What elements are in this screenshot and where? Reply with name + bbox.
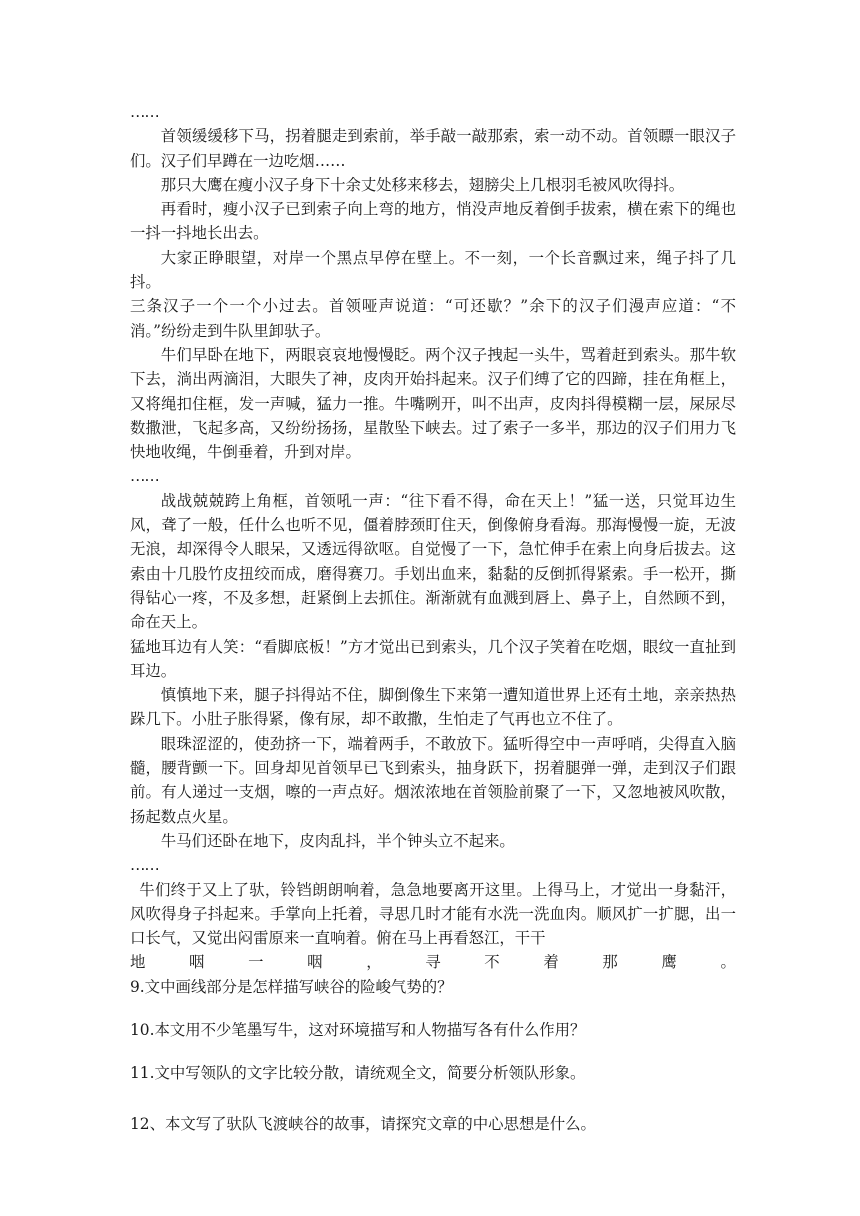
paragraph-1: 首领缓缓移下马，拐着腿走到索前，举手敲一敲那索，索一动不动。首领瞟一眼汉子们。汉子们早蹲在一边吃烟…… xyxy=(130,127,736,170)
paragraph-12-tail xyxy=(130,950,736,974)
tail-char: 咽 xyxy=(189,953,205,972)
ellipsis-3: …… xyxy=(130,856,159,875)
paragraph-7: 战战兢兢跨上角框，首领吼一声：“往下看不得，命在天上！”猛一送，只觉耳边生风，聋了一般，任什么也听不见，僵着脖颈盯住天，倒像俯身看海。那海慢慢一旋，无波无浪，却深得令人眼呆，又透远得欲呕。自觉慢了一下，急忙伸手在索上向身后拔去。这索由十几股竹皮扭绞而成，磨得赛刀。手划出血来，黏黏的反倒抓得紧索。手一松开，撕得钻心一疼，不及多想，赶紧倒上去抓住。渐渐就有血溅到唇上、鼻子上，自然顾不到，命在天上。 xyxy=(130,491,736,632)
tail-char: 地 xyxy=(130,953,146,972)
question-9: 9.文中画线部分是怎样描写峡谷的险峻气势的？ xyxy=(130,977,453,996)
tail-char: 不 xyxy=(484,953,500,972)
paragraph-10: 眼珠涩涩的，使劲挤一下，端着两手，不敢放下。猛听得空中一声呼哨，尖得直入脑髓，腰背颤一下。回身却见首领早已飞到索头，抽身跃下，拐着腿弹一弹，走到汉子们跟前。有人递过一支烟，嚓的一声点好。烟浓浓地在首领脸前聚了一下，又忽地被风吹散，扬起数点火星。 xyxy=(130,734,736,826)
paragraph-6: 牛们早卧在地下，两眼哀哀地慢慢眨。两个汉子拽起一头牛，骂着赶到索头。那牛软下去，淌出两滴泪，大眼失了神，皮肉开始抖起来。汉子们缚了它的四蹄，挂在角框上，又将绳扣住框，发一声喊，猛力一推。牛嘴咧开，叫不出声，皮肉抖得模糊一层，屎尿尽数撒泄，飞起多高，又纷纷扬扬，星散坠下峡去。过了索子一多半，那边的汉子们用力飞快地收绳，牛倒垂着，升到对岸。 xyxy=(130,345,736,462)
tail-char: 那 xyxy=(602,953,618,972)
question-10: 10.本文用不少笔墨写牛，这对环境描写和人物描写各有什么作用？ xyxy=(130,1020,586,1039)
paragraph-3: 再看时，瘦小汉子已到索子向上弯的地方，悄没声地反着倒手拔索，横在索下的绳也一抖一抖地长出去。 xyxy=(130,200,736,243)
paragraph-5: 三条汉子一个一个小过去。首领哑声说道：“可还歇？”余下的汉子们漫声应道：“不消。”纷纷走到牛队里卸驮子。 xyxy=(130,297,736,340)
tail-char: 一 xyxy=(248,953,264,972)
paragraph-12: 牛们终于又上了驮，铃铛朗朗响着，急急地要离开这里。上得马上，才觉出一身黏汗，风吹得身子抖起来。手掌向上托着，寻思几时才能有水洗一洗血肉。顺风扩一扩腮，出一口长气，又觉出闷雷原来一直响着。俯在马上再看怒江，干干 xyxy=(130,880,736,948)
tail-char: 着 xyxy=(543,953,559,972)
question-11: 11.文中写领队的文字比较分散，请统观全文，简要分析领队形象。 xyxy=(130,1064,586,1083)
document-page xyxy=(130,100,736,1136)
tail-char: 咽 xyxy=(307,953,323,972)
tail-char: 寻 xyxy=(425,953,441,972)
ellipsis-1: …… xyxy=(130,103,159,121)
paragraph-2: 那只大鹰在瘦小汉子身下十余丈处移来移去，翅膀尖上几根羽毛被风吹得抖。 xyxy=(160,175,685,194)
tail-char: 鹰 xyxy=(661,953,677,972)
tail-char: ， xyxy=(366,953,382,972)
question-12: 12、本文写了驮队飞渡峡谷的故事，请探究文章的中心思想是什么。 xyxy=(130,1114,596,1133)
ellipsis-2: …… xyxy=(130,467,159,486)
paragraph-9: 慎慎地下来，腿子抖得站不住，脚倒像生下来第一遭知道世界上还有土地，亲亲热热跺几下。小肚子胀得紧，像有尿，却不敢撒，生怕走了气再也立不住了。 xyxy=(130,686,736,729)
paragraph-4: 大家正睁眼望，对岸一个黑点早停在壁上。不一刻，一个长音飘过来，绳子抖了几抖。 xyxy=(130,248,736,292)
tail-char: 。 xyxy=(720,953,736,972)
paragraph-8: 猛地耳边有人笑：“看脚底板！”方才觉出已到索头，几个汉子笑着在吃烟，眼纹一直扯到耳边。 xyxy=(130,637,736,680)
paragraph-11: 牛马们还卧在地下，皮肉乱抖，半个钟头立不起来。 xyxy=(160,831,515,850)
